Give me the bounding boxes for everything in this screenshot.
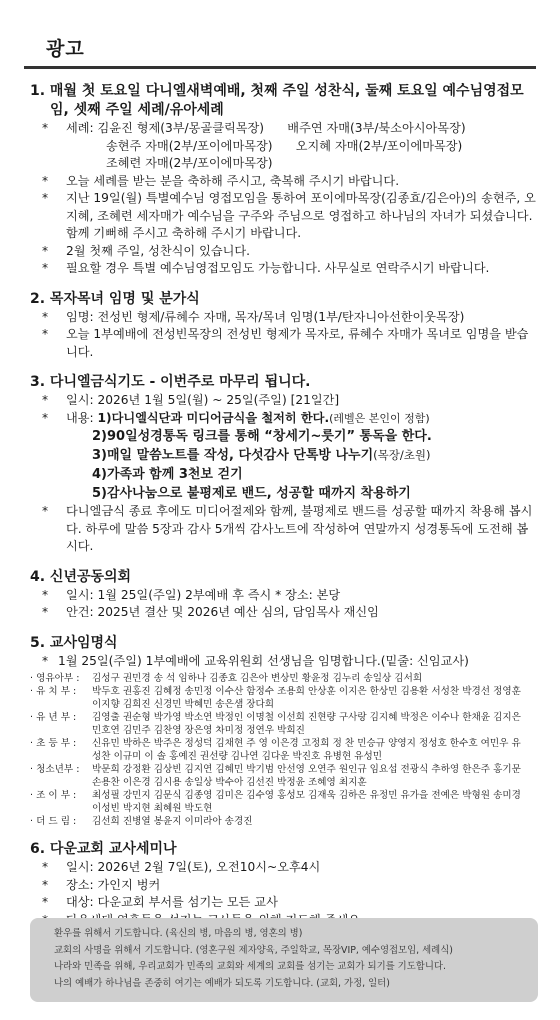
rule-3-note: (목장/초원) [373, 448, 431, 462]
teacher-names: 박두호 권홍진 김혜정 송민정 이수산 함정수 조용희 안상훈 이지은 한상민 김용환 서성찬 박경선 정영훈 이지향 김희진 신경민 박혜민 송은샘 장다희 [92, 686, 521, 710]
section-6 [22, 840, 538, 929]
content-label: 내용: [66, 410, 94, 425]
list-item: * 일시: 1월 25일(주일) 2부예배 후 즉시 * 장소: 본당 [22, 587, 538, 605]
teacher-row [22, 685, 538, 711]
department-label: · 영유아부 : [30, 673, 80, 684]
teacher-list [22, 672, 538, 828]
teacher-row [22, 815, 538, 828]
baptism-row: 김윤진 형제(3부/몽골클릭목장) 배주연 자매(3부/북소아시아목장) [97, 121, 466, 135]
prayer-line: 교회의 사명을 위해서 기도합니다. (영혼구원 제자양육, 주일학교, 목장VIP, 예수영접모임, 세례식) [54, 944, 453, 956]
list-item: * 지난 19일(월) 특별예수님 영접모임을 통하여 포이에마목장(김종효/김은아)의 송현주, 오지혜, 조혜련 세자매가 예수님을 구주와 주님으로 영접하고 하나님의 자녀가 되셨습니다. 함께 기뻐해 주시고 축하해 주시기 바랍니다. [22, 190, 538, 243]
section-3 [22, 373, 538, 556]
list-item: * 일시: 2026년 1월 5일(월) ~ 25일(주일) [21일간] [22, 392, 538, 410]
section-2 [22, 290, 538, 362]
list-item: * 일시: 2026년 2월 7일(토), 오전10시~오후4시 [22, 859, 538, 877]
teacher-row [22, 789, 538, 815]
section-1 [22, 82, 538, 278]
rule-2: 2)90일성경통독 링크를 통해 “창세기~룻기” 통독을 한다. [92, 429, 432, 444]
list-item: * 대상: 다운교회 부서를 섬기는 모든 교사 [22, 894, 538, 912]
prayer-line: 나의 예배가 하나님을 존중히 여기는 예배가 되도록 기도합니다. (교회, 가정, 일터) [54, 977, 390, 989]
prayer-box [30, 918, 538, 1002]
prayer-line: 나라와 민족을 위해, 우리교회가 민족의 교회와 세계의 교회를 섬기는 교회가 되기를 기도합니다. [54, 961, 446, 972]
rule-1-note: (레벨은 본인이 정함) [329, 411, 430, 425]
rule-3 [22, 446, 538, 465]
baptism-label: 세례: [66, 121, 94, 135]
rule-3-text: 3)매일 말씀노트를 작성, 다섯감사 단톡방 나누기 [92, 448, 374, 463]
teacher-names: 최성필 강민지 김문식 김종영 김미은 김수영 홍성모 김재욱 김하은 유정민 유가을 전예은 박형원 송미경 이성빈 박지현 최혜원 박도현 [92, 790, 521, 814]
teacher-names: 박문희 강정환 김상빈 김지연 김혜민 박기범 안선영 오연주 원인규 임요섭 전광식 추하영 한은주 홍기문 손용찬 이은경 김시용 송일상 박수아 김선진 박정윤 조혜영 최지훈 [92, 764, 521, 788]
section-heading: 6. 다운교회 교사세미나 [30, 841, 177, 857]
department-label: · 조 이 부 : [30, 790, 77, 801]
teacher-names: 김영출 권순형 박가영 박소연 박정인 이명철 이선희 진현량 구사랑 김지혜 박정은 이수나 한채윤 김지은 민호연 김민주 김찬영 장은영 차미정 정연우 박희진 [92, 712, 521, 736]
teacher-row [22, 711, 538, 737]
rule-4: 4)가족과 함께 3천보 걷기 [92, 467, 243, 482]
section-heading: 2. 목자목녀 임명 및 분가식 [30, 290, 200, 307]
prayer-line: 환우를 위해서 기도합니다. (육신의 병, 마음의 병, 영혼의 병) [54, 928, 303, 939]
teacher-row [22, 763, 538, 789]
section-5 [22, 634, 538, 829]
list-item: * 오늘 세례를 받는 분을 축하해 주시고, 축복해 주시기 바랍니다. [22, 173, 538, 191]
list-item: * 오늘 1부예배에 전성빈목장의 전성빈 형제가 목자로, 류혜수 자매가 목녀로 임명을 받습니다. [22, 326, 538, 361]
section-4 [22, 568, 538, 622]
department-label: · 초 등 부 : [30, 738, 77, 749]
list-item [22, 410, 538, 428]
announcement-list [22, 70, 538, 929]
department-label: · 더 드 림 : [30, 816, 77, 827]
list-item: * 다니엘금식 종료 후에도 미디어절제와 함께, 불평제로 밴드를 성공할 때까지 착용해 봅시다. 하루에 말씀 5장과 감사 5개씩 감사노트에 작성하여 연말까지 성경통독에 도전해 봅시다. [22, 503, 538, 556]
title-divider [24, 66, 536, 69]
department-label: · 유 치 부 : [30, 686, 77, 697]
section-heading: 1. 매월 첫 토요일 다니엘새벽예배, 첫째 주일 성찬식, 둘째 토요일 예수님영접모임, 셋째 주일 세례/유아세례 [30, 83, 524, 118]
teacher-row [22, 737, 538, 763]
section-heading: 5. 교사임명식 [30, 634, 118, 651]
section-heading: 4. 신년공동의회 [30, 568, 132, 585]
list-item: * 안건: 2025년 결산 및 2026년 예산 심의, 담임목사 재신임 [22, 604, 538, 622]
department-label: · 유 년 부 : [30, 712, 77, 723]
teacher-names: 김성구 권민경 송 석 임하나 김종효 김은아 변상민 황윤정 김누리 송일상 김서희 [92, 673, 423, 684]
list-item: * 임명: 전성빈 형제/류혜수 자매, 목자/목녀 임명(1부/탄자니아선한이웃목장) [22, 309, 538, 327]
list-item: * 2월 첫째 주일, 성찬식이 있습니다. [22, 243, 538, 261]
section-heading: 3. 다니엘금식기도 - 이번주로 마무리 됩니다. [30, 374, 311, 390]
teacher-row [22, 672, 538, 685]
list-item: * 필요할 경우 특별 예수님영접모임도 가능합니다. 사무실로 연락주시기 바랍니다. [22, 260, 538, 278]
rule-5: 5)감사나눔으로 불평제로 밴드, 성공할 때까지 착용하기 [92, 486, 411, 501]
list-item: * 1월 25일(주일) 1부예배에 교육위원회 선생님을 임명합니다.(밑줄: 신임교사) [22, 653, 538, 671]
rule-1: 1)다니엘식단과 미디어금식을 철저히 한다. [97, 410, 330, 425]
baptism-list [22, 120, 538, 138]
teacher-names: 김선희 진병열 봉윤지 이미라아 송경진 [92, 816, 253, 827]
baptism-row: 조혜련 자매(2부/포이에마목장) [106, 156, 273, 170]
department-label: · 청소년부 : [30, 764, 80, 775]
page-title: 광고 [46, 38, 85, 60]
baptism-row: 송현주 자매(2부/포이에마목장) 오지혜 자매(2부/포이에마목장) [106, 138, 463, 153]
list-item: * 장소: 가인지 벙커 [22, 877, 538, 895]
teacher-names: 신유민 박하은 박주은 정성덕 김채현 주 영 이은경 고정희 정 찬 민승규 양영지 정성호 한수호 여민우 유성찬 이규미 이 솔 홍예진 권선량 김나연 김다운 박진호 유병현 유성민 [92, 738, 521, 762]
